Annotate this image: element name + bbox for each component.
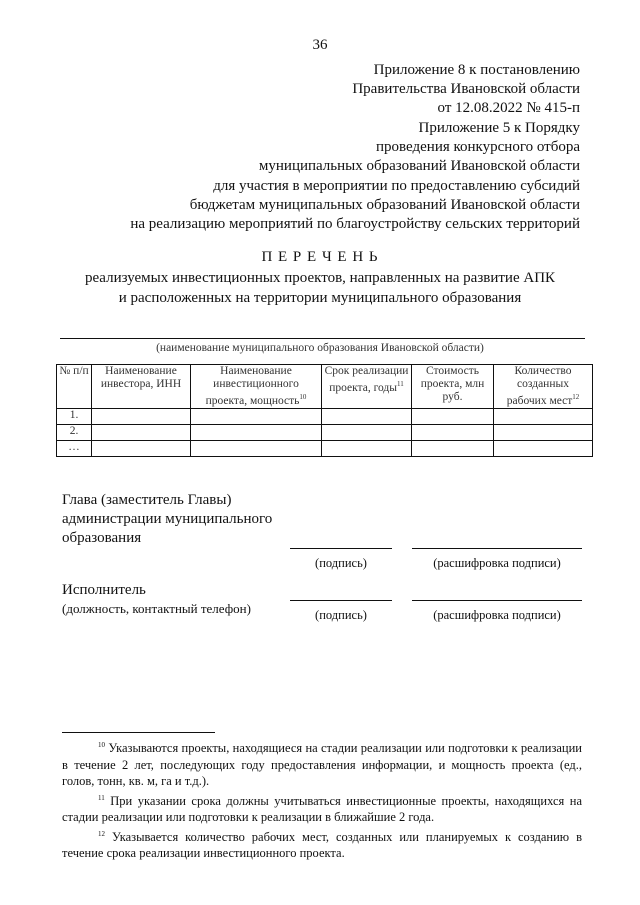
decoding-line (412, 600, 582, 601)
document-title: П Е Р Е Ч Е Н Ь (261, 249, 379, 265)
appendix-5-line: Приложение 5 к Порядку (418, 120, 580, 136)
executor-label: Исполнитель (62, 582, 146, 598)
footnote-separator (62, 732, 215, 733)
appendix-5-line: муниципальных образований Ивановской области (258, 158, 580, 175)
table-header-row (57, 365, 593, 409)
footnote: $^{10}$ Указываются проекты, находящиеся на стадии реализации или подготовки к реализации в течение 2 лет, последующих году предоставления информации, и мощность проекта (ед., голов, тонн, кв. м, га и т.д.). (62, 741, 582, 789)
table-row: 1. (57, 409, 593, 425)
executor-note: (должность, контактный телефон) (62, 601, 251, 616)
signature-caption: (подпись) (315, 608, 367, 622)
subtitle-line: реализуемых инвестиционных проектов, направленных на развитие АПК (84, 270, 556, 286)
table-row: … (57, 441, 593, 457)
header-number: № п/п (57, 365, 92, 409)
decoding-caption: (расшифровка подписи) (433, 608, 561, 622)
municipality-line (60, 338, 585, 339)
document-subtitle (0, 269, 640, 308)
header-investor: Наименование инвестора, ИНН (92, 365, 191, 409)
decoding-caption: (расшифровка подписи) (433, 556, 561, 570)
projects-table (56, 364, 593, 457)
header-cost: Стоимость проекта, млн руб. (412, 365, 494, 409)
head-signatory: Глава (заместитель Главы) администрации муниципального образования (62, 492, 273, 546)
municipality-caption: (наименование муниципального образования Ивановской области) (156, 342, 484, 354)
footnote: $^{12}$ Указывается количество рабочих мест, созданных или планируемых к созданию в течение срока реализации инвестиционного проекта. (62, 829, 582, 861)
table-row: 2. (57, 425, 593, 441)
appendix-8-line: Правительства Ивановской области (352, 81, 580, 98)
footnotes (62, 737, 582, 862)
appendix-5-line: для участия в мероприятии по предоставлению субсидий (213, 177, 580, 194)
subtitle-line: и расположенных на территории муниципального образования (118, 289, 522, 306)
appendix-5-line: бюджетам муниципальных образований Ивановской области (189, 196, 580, 213)
appendix-8-line: от 12.08.2022 № 415-п (437, 100, 580, 117)
appendix-8-line: Приложение 8 к постановлению (373, 62, 580, 78)
appendix-5-block (130, 119, 580, 234)
header-term: Срок реализации проекта, годы$^{11}$ (322, 365, 412, 409)
page-number: 36 (312, 37, 328, 53)
header-project: Наименование инвестиционного проекта, мощность$^{10}$ (191, 365, 322, 409)
appendix-5-line: на реализацию мероприятий по благоустройству сельских территорий (130, 216, 580, 233)
signature-line (290, 600, 392, 601)
header-jobs: Количество созданных рабочих мест$^{12}$ (494, 365, 593, 409)
appendix-5-line: проведения конкурсного отбора (376, 139, 580, 156)
signature-line (290, 548, 392, 549)
decoding-line (412, 548, 582, 549)
signature-caption: (подпись) (315, 556, 367, 570)
footnote: $^{11}$ При указании срока должны учитываться инвестиционные проекты, находящихся на стадии реализации или подготовки к реализации в ближайшие 2 года. (62, 793, 583, 825)
appendix-8-block (352, 61, 580, 119)
